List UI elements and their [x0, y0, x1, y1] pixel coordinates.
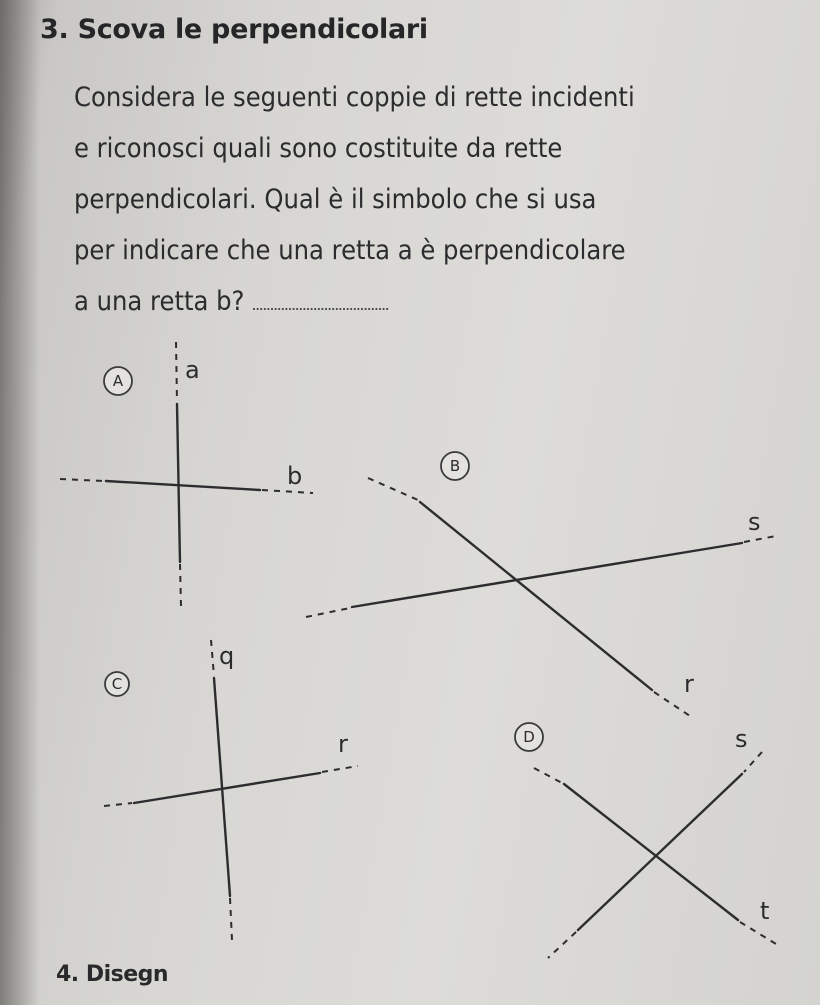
figure-a-label-a: a [185, 356, 200, 384]
figure-b-line-r-dash-top [368, 478, 418, 500]
figure-a-line-a-dash-bottom [180, 564, 181, 606]
figure-d-line-t-dash-bottom [740, 922, 776, 944]
figure-d-line-t-dash-top [534, 768, 562, 783]
instruction-line: perpendicolari. Qual è il simbolo che si usa [74, 184, 597, 215]
figure-c [104, 640, 358, 940]
figure-b-label-r: r [684, 670, 694, 698]
figure-a-badge-label: A [112, 372, 124, 390]
figure-c-badge-label: C [111, 675, 123, 693]
exercise-number: 3. [40, 14, 69, 45]
figure-c-line-q-dash-top [211, 640, 214, 676]
instruction-line: per indicare che una retta a è perpendicolare [74, 235, 626, 266]
figure-d [515, 723, 776, 958]
figure-a-line-b-dash-right [262, 490, 313, 493]
figure-b-line-s [352, 543, 742, 607]
figure-a-line-a-dash-top [176, 342, 177, 402]
figure-d-line-s-dash-bottom [548, 932, 576, 958]
next-exercise-heading [56, 962, 168, 987]
figure-b [306, 452, 776, 716]
figure-d-line-s [578, 774, 742, 930]
figure-d-line-s-dash-top [744, 752, 762, 772]
figure-a-label-b: b [287, 462, 303, 490]
instruction-line: Considera le seguenti coppie di rette incidenti [74, 82, 635, 113]
figure-d-badge-label: D [523, 728, 535, 746]
figure-c-label-r: r [338, 730, 348, 758]
next-exercise-title: Disegn [85, 962, 169, 987]
figure-b-line-s-dash-left [306, 608, 350, 617]
figure-a-line-a [177, 404, 180, 562]
figure-c-line-r-dash-left [104, 803, 132, 806]
figure-c-label-q: q [219, 642, 235, 670]
figure-b-label-s: s [748, 508, 761, 536]
figure-c-line-q-dash-bottom [230, 898, 232, 940]
figure-d-line-t [564, 784, 738, 920]
figure-a-line-b-dash-left [60, 479, 104, 481]
figure-b-line-r [420, 502, 652, 690]
figure-c-line-r-dash-right [322, 766, 358, 772]
figure-c-line-r [134, 773, 320, 803]
instruction-line: e riconosci quali sono costituite da rette [74, 133, 563, 164]
figure-d-label-s: s [735, 725, 748, 753]
figure-d-label-t: t [760, 897, 770, 925]
next-exercise-number: 4. [56, 962, 79, 987]
figure-a [60, 342, 313, 606]
figure-a-line-b [106, 481, 260, 490]
figure-b-line-s-dash-right [744, 536, 776, 542]
figure-b-badge-label: B [449, 457, 461, 475]
exercise-title-text: Scova le perpendicolari [77, 14, 428, 45]
instruction-question: a una retta b? [74, 286, 245, 317]
